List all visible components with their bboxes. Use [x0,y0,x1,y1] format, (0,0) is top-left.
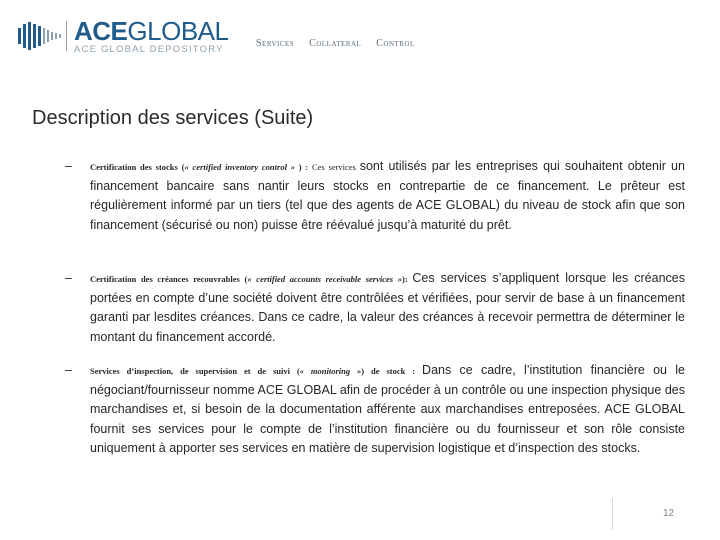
lead-tail: ): [402,274,413,284]
lead-italic: « monitoring » [299,366,362,376]
service-body: Dans ce cadre, l’institution financière ou le négociant/fournisseur nomme ACE GLOBAL afin de procéder à un contrôle ou une inspection physique des marchandises et, si besoin de la documentation afférente aux marchandises entreposées. ACE GLOBAL fournit ses services pour le compte de l’institution financière ou du fournisseur et son rôle consiste uniquement à apporter ses services en matière de supervision logistique et d’inspection des stocks. [90,363,685,455]
tagline [256,38,427,49]
page-number: 12 [663,508,675,519]
tagline-control: Control [376,38,415,49]
service-body: sont utilisés par les entreprises qui souhaitent obtenir un financement bancaire sans nantir leurs stocks en contrepartie de ce financement. Le prêteur est régulièrement informé par un tiers (tel que des agents de ACE GLOBAL) du niveau de stock afin que son financement (sécurisé ou non) puisse être réévalué jusqu’à maturité du prêt. [90,159,685,232]
tagline-services: Services [256,38,295,49]
service-item [65,157,685,235]
lead-tail: ) : [294,162,312,172]
bullet-dash: – [65,363,72,377]
tagline-collateral: Collateral [309,38,362,49]
bullet-dash: – [65,271,72,285]
logo-global-text: GLOBAL [127,16,229,46]
lead-tail: ) de stock : [361,366,423,376]
service-lead [90,274,412,284]
service-lead [90,366,422,376]
logo-ace-text: ACE [74,16,128,46]
service-lead [90,162,360,172]
lead-bold: Certification des créances recouvrables ( [90,274,248,284]
bullet-dash: – [65,159,72,173]
lead-small: Ces services [311,162,360,172]
slide-title: Description des services (Suite) [32,107,314,129]
footer-divider [612,498,613,530]
lead-italic: « certified accounts receivable services » [247,274,402,284]
slide-header [0,0,720,80]
service-item [65,269,685,347]
lead-bold: Certification des stocks ( [90,162,185,172]
lead-italic: « certified inventory control » [184,162,295,172]
service-body: Ces services s’appliquent lorsque les créances portées en compte d’une société doivent être contrôlées et vérifiées, pour servir de base à un financement garanti par lesdites créances. Dans ce cadre, la valeur des créances à recevoir permettra de déterminer le montant du financement accordé. [90,271,685,344]
lead-bold: Services d’inspection, de supervision et de suivi ( [90,366,300,376]
service-item [65,361,685,458]
ace-global-logo [18,16,243,59]
logo-subtitle: ACE GLOBAL DEPOSITORY [74,44,224,55]
